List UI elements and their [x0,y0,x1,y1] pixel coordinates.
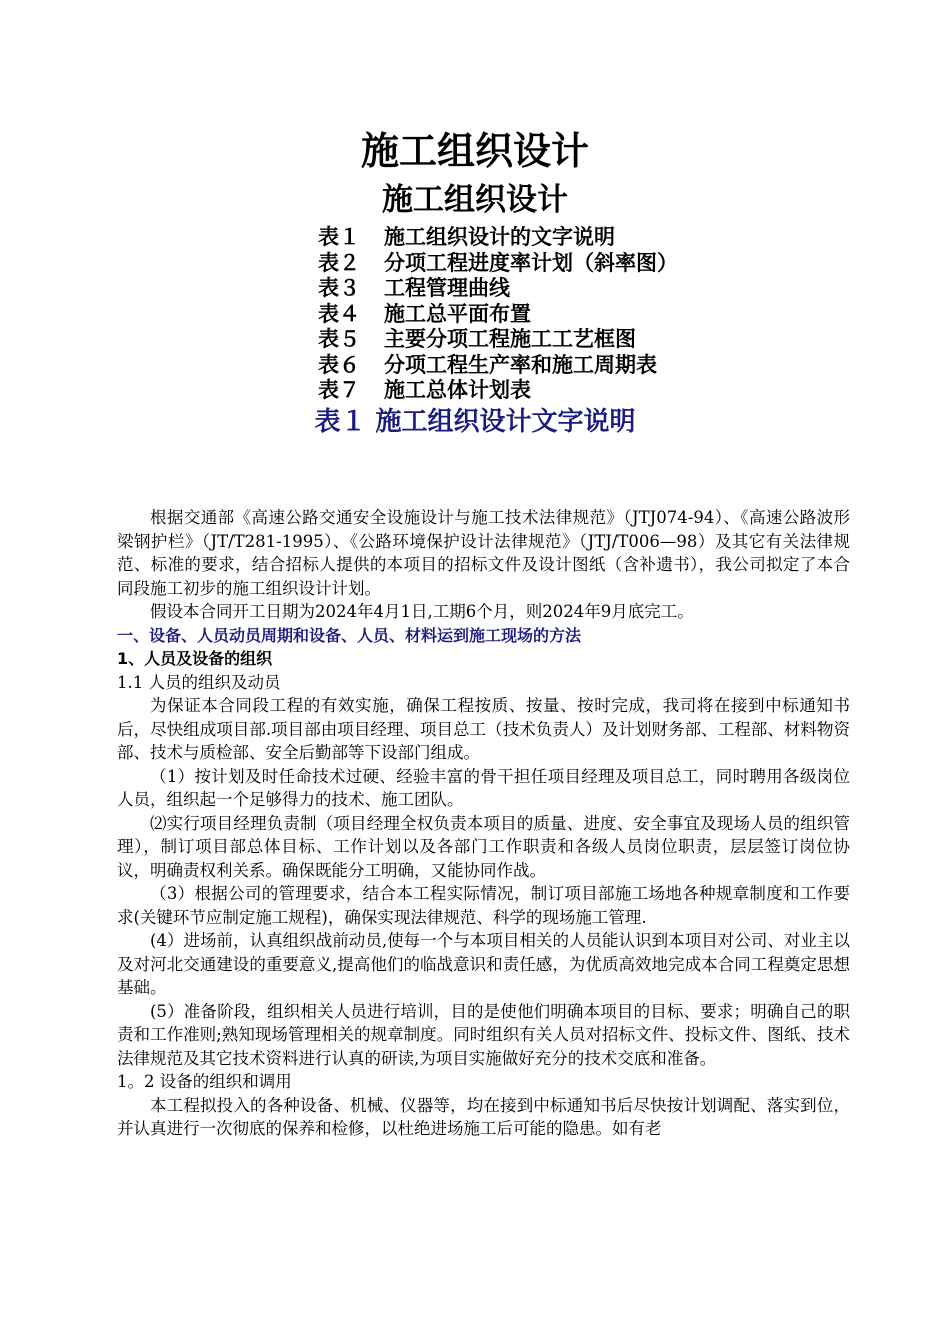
toc-item [318,327,678,353]
paragraph-intro: 根据交通部《高速公路交通安全设施设计与施工技术法律规范》（JTJ074-94）、《高速公路波形梁钢护栏》（JT/T281-1995）、《公路环境保护设计法律规范》（JTJ/T006—98）及其它有关法律规范、标准的要求，结合招标人提供的本项目的招标文件及设计图纸（含补遗书），我公司拟定了本合同段施工初步的施工组织设计计划。 [117,508,850,598]
section-heading-1: 一、设备、人员动员周期和设备、人员、材料运到施工现场的方法 [117,625,582,645]
toc-number: 表２ [318,250,360,275]
subsection-heading-1-2: 1。2 设备的组织和调用 [117,1072,292,1091]
toc-item [318,225,678,251]
toc-label: 施工总平面布置 [384,301,531,326]
document-title: 施工组织设计 [360,129,589,173]
paragraph: 本工程拟投入的各种设备、机械、仪器等，均在接到中标通知书后尽快按计划调配、落实到位，并认真进行一次彻底的保养和检修，以杜绝进场施工后可能的隐患。如有老 [117,1095,850,1138]
toc-label: 分项工程进度率计划（斜率图） [384,250,678,275]
table-of-contents [318,225,678,404]
toc-number: 表５ [318,327,360,351]
paragraph-schedule: 假设本合同开工日期为2024年4月1日,工期6个月，则2024年9月底完工。 [150,602,694,621]
paragraph: (5）准备阶段，组织相关人员进行培训，目的是使他们明确本项目的目标、要求；明确自己的职责和工作准则;熟知现场管理相关的规章制度。同时组织有关人员对招标文件、投标文件、图纸、技术法律规范及其它技术资料进行认真的研读,为项目实施做好充分的技术交底和准备。 [117,1001,850,1068]
document-subtitle: 施工组织设计 [382,182,568,218]
toc-label: 施工组织设计的文字说明 [384,225,615,249]
toc-number: 表６ [318,352,360,377]
toc-item [318,276,678,302]
toc-number: 表７ [318,378,360,402]
paragraph: (4）进场前，认真组织战前动员,使每一个与本项目相关的人员能认识到本项目对公司、对业主以及对河北交通建设的重要意义,提高他们的临战意识和责任感，为优质高效地完成本合同工程奠定思想基础。 [117,931,850,997]
paragraph: ⑵实行项目经理负责制（项目经理全权负责本项目的质量、进度、安全事宜及现场人员的组织管理），制订项目部总体目标、工作计划以及各部门工作职责和各级人员岗位职责，层层签订岗位协议，明确责权利关系。确保既能分工明确，又能协同作战。 [117,813,850,880]
toc-item [318,251,678,277]
body-text [117,506,850,1141]
toc-number: 表１ [318,225,360,249]
subsection-heading-1-1: 1.1 人员的组织及动员 [117,672,281,692]
section-heading: 表１ 施工组织设计文字说明 [314,407,636,437]
toc-label: 工程管理曲线 [384,276,510,300]
toc-item [318,302,678,328]
toc-number: 表４ [318,301,360,326]
toc-item [318,353,678,379]
toc-label: 分项工程生产率和施工周期表 [384,352,657,377]
toc-item [318,378,678,404]
subsection-heading-1: 1、人员及设备的组织 [117,649,273,668]
toc-label: 施工总体计划表 [384,378,531,402]
paragraph: （3）根据公司的管理要求，结合本工程实际情况，制订项目部施工场地各种规章制度和工作要求(关键环节应制定施工规程)，确保实现法律规范、科学的现场施工管理. [117,884,850,927]
toc-number: 表３ [318,276,360,300]
toc-label: 主要分项工程施工工艺框图 [384,327,636,351]
paragraph: （1）按计划及时任命技术过硬、经验丰富的骨干担任项目经理及项目总工，同时聘用各级岗位人员，组织起一个足够得力的技术、施工团队。 [117,766,850,809]
paragraph: 为保证本合同段工程的有效实施，确保工程按质、按量、按时完成，我司将在接到中标通知书后，尽快组成项目部.项目部由项目经理、项目总工（技术负责人）及计划财务部、工程部、材料物资部、技术与质检部、安全后勤部等下设部门组成。 [117,696,850,762]
